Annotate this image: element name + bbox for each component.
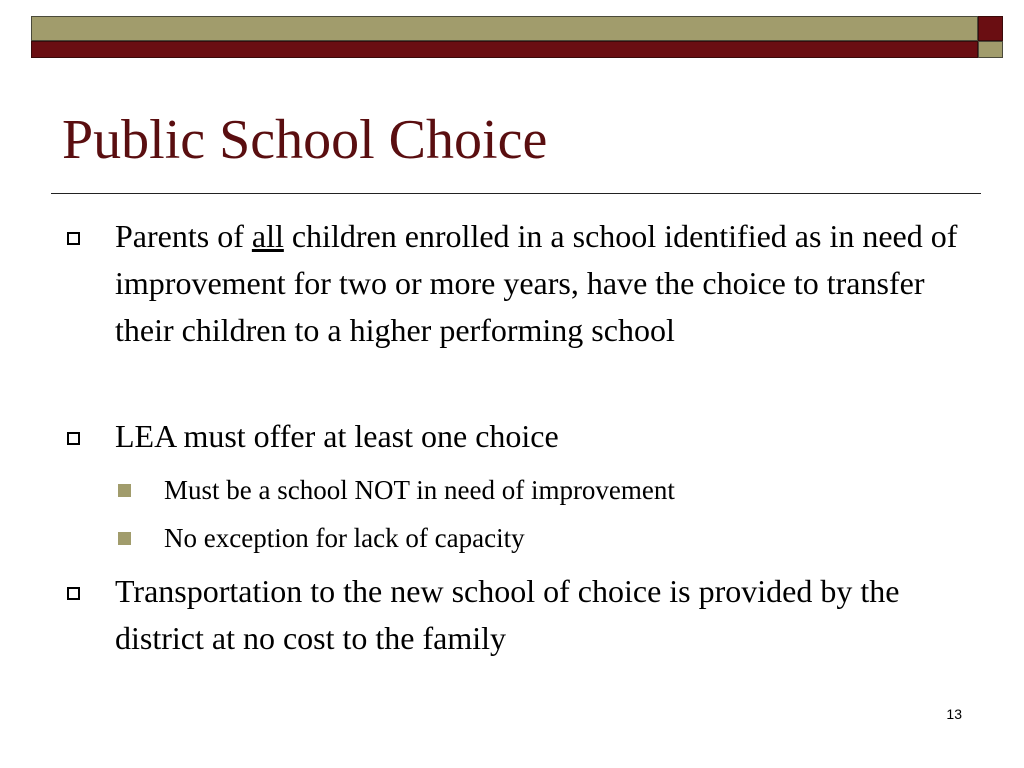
bullet-text-pre: Parents of — [115, 218, 252, 254]
sub-bullet-item-no-exception: No exception for lack of capacity — [164, 523, 525, 553]
bullet-text-emphasis: all — [251, 218, 284, 254]
hollow-square-bullet-icon — [67, 432, 80, 445]
bullet-item-lea: LEA must offer at least one choice — [115, 418, 559, 454]
header-corner-maroon — [978, 16, 1003, 41]
sub-bullet-item-not-in-need: Must be a school NOT in need of improvement — [164, 475, 675, 505]
slide-title: Public School Choice — [62, 109, 548, 171]
bullet-item-parents — [115, 213, 985, 354]
page-number: 13 — [946, 706, 962, 722]
filled-square-bullet-icon — [118, 532, 131, 545]
title-divider — [51, 193, 981, 194]
header-bar-maroon — [31, 41, 978, 58]
bullet-item-transportation: Transportation to the new school of choice is provided by the district at no cost to the family — [115, 573, 900, 656]
filled-square-bullet-icon — [118, 484, 131, 497]
header-corner-olive — [978, 41, 1003, 58]
hollow-square-bullet-icon — [67, 587, 80, 600]
hollow-square-bullet-icon — [67, 232, 80, 245]
bullet-text-post: children enrolled in a school identified as in need of improvement for two or more years, have the choice to transfer their children to a higher performing school — [115, 218, 958, 348]
header-bar-olive — [31, 16, 978, 41]
